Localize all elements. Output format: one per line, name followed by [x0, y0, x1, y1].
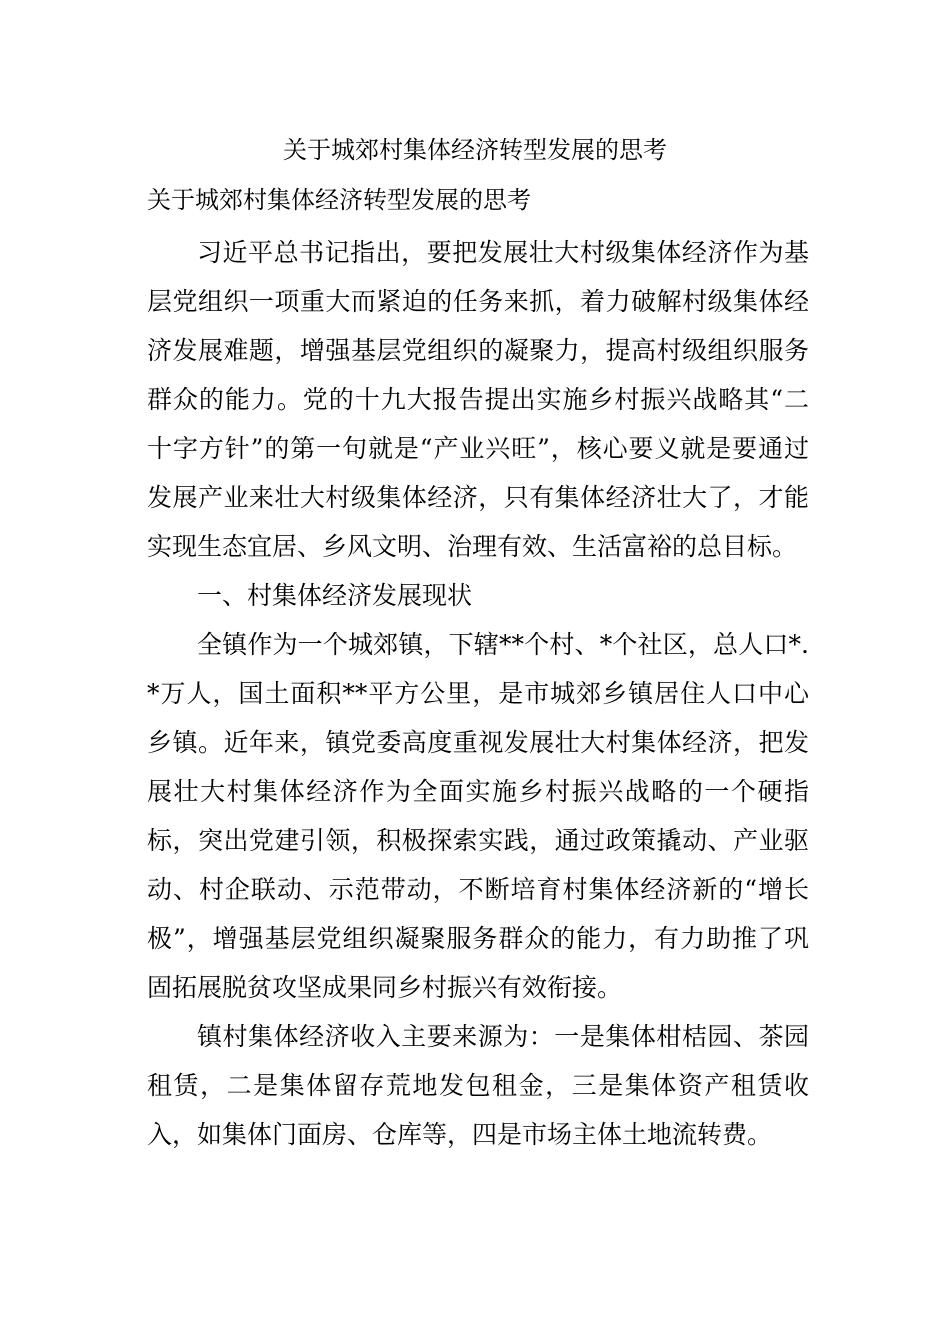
document-title: 关于城郊村集体经济转型发展的思考 — [283, 136, 667, 164]
section-heading-status: 一、村集体经济发展现状 — [197, 581, 473, 610]
paragraph-income-sources: 镇村集体经济收入主要来源为：一是集体柑桔园、茶园租赁，二是集体留存荒地发包租金，三是集体资产租赁收入，如集体门面房、仓库等，四是市场主体土地流转费。 — [147, 1022, 809, 1149]
paragraph-intro: 习近平总书记指出，要把发展壮大村级集体经济作为基层党组织一项重大而紧迫的任务来抓，着力破解村级集体经济发展难题，增强基层党组织的凝聚力，提高村级组织服务群众的能力。党的十九大报告提出实施乡村振兴战略其“二十字方针”的第一句就是“产业兴旺”，核心要义就是要通过发展产业来壮大村级集体经济，只有集体经济壮大了，才能实现生态宜居、乡风文明、治理有效、生活富裕的总目标。 — [147, 238, 809, 561]
document-subtitle: 关于城郊村集体经济转型发展的思考 — [147, 186, 531, 214]
paragraph-town-overview: 全镇作为一个城郊镇，下辖**个村、*个社区，总人口*.*万人，国土面积**平方公里，是市城郊乡镇居住人口中心乡镇。近年来，镇党委高度重视发展壮大村集体经济，把发展壮大村集体经济作为全面实施乡村振兴战略的一个硬指标，突出党建引领，积极探索实践，通过政策撬动、产业驱动、村企联动、示范带动，不断培育村集体经济新的“增长极”，增强基层党组织凝聚服务群众的能力，有力助推了巩固拓展脱贫攻坚成果同乡村振兴有效衔接。 — [147, 630, 809, 1002]
document-body — [147, 180, 809, 1159]
